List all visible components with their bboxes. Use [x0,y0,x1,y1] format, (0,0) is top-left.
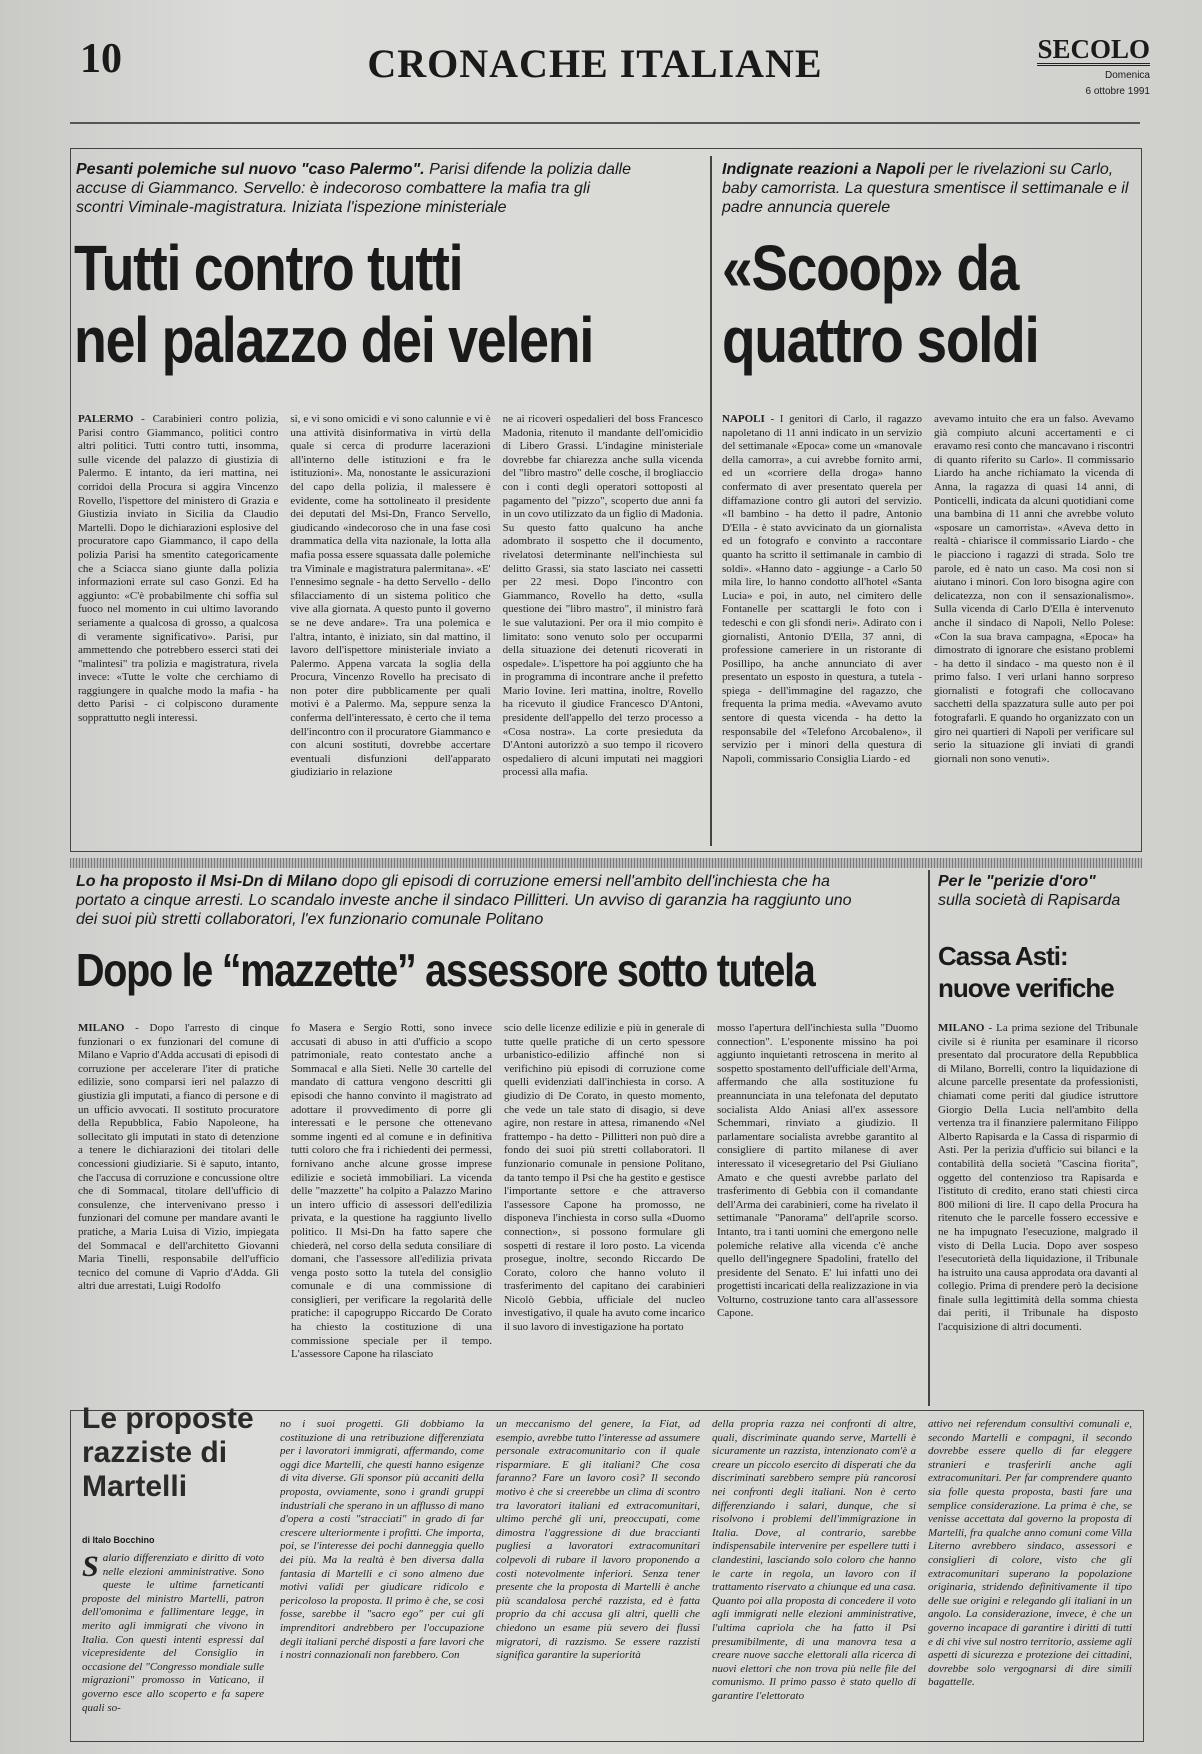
masthead-date: 6 ottobre 1991 [1085,86,1150,97]
story1-kicker-text: Parisi difende la polizia dalle accuse di Giammanco. Servello: è indecoroso combattere la mafia tra gli scontri Viminale-magistratura. Iniziata l'ispezione ministeriale [76,161,631,216]
story1-kicker [76,160,636,217]
story4-headline-line1: Cassa Asti: [938,941,1068,971]
masthead-logo: SECOLO [1037,34,1150,64]
story1-dateline: PALERMO [78,413,134,425]
story5-headline: Le proposte razziste di Martelli [82,1402,254,1503]
story2-kicker-text: per le rivelazioni su Carlo, baby camorrista. La questura smentisce il settimanale e il padre annuncia querele [722,161,1129,216]
story5-column-4: della propria razza nei confronti di altre, quali, discriminate quando serve, Martelli è sicuramente un razzista, intenzionato com'è a creare un piccolo esercito di disperati che da discriminati sarebbero sempre più rancorosi nei confronti degli italiani. Non è certo differenziando i salari, dunque, che si risolvono i problemi dell'immigrazione in Italia. Dove, al contrario, sarebbe indispensabile intervenire per espellere tutti i clandestini, lasciando solo coloro che hanno le carte in regola, un lavoro con il trattamento riservato a chiunque ed una casa. Quanto poi alla proposta di concedere il voto agli immigrati nelle elezioni amministrative, l'ultima capriola che ha fatto il Psi presumibilmente, di una manovra tesa a creare nuove sacche elettorali alla ricerca di nuovi elettori che non trova più nelle file del comunismo. Il primo passo è stato quello di garantire l'elettorato [712,1418,916,1702]
story2-kicker-bold: Indignate reazioni a Napoli [722,161,925,178]
story2-headline-line1: «Scoop» da [722,232,1019,304]
story4-kicker-text: sulla società di Rapisarda [938,892,1121,909]
story3-kicker-bold: Lo ha proposto il Msi-Dn di Milano [76,873,338,890]
story1-kicker-bold: Pesanti polemiche sul nuovo "caso Palermo". [76,161,425,178]
story4-dateline: MILANO [938,1022,985,1034]
story4-column-1 [938,1022,1138,1402]
story5-column-5: attivo nei referendum consultivi comunali e, secondo Martelli e compagni, il secondo dovrebbe essere quello di far eleggere stranieri e trasferirli anche agli extracomunitari. Per far comprendere quanto sia folle questa proposta, basti fare una semplice considerazione. La prima è che, se venisse accettata dal governo la proposta di Martelli, fra qualche anno comuni come Villa Literno avrebbero sindaco, assessori e consiglieri di colore, visto che gli extracomunitari superano la popolazione originaria, stridendo definitivamente il tipo delle sue origini e relegando gli italiani in un angolo. La considerazione, invece, è che un governo incapace di garantire i diritti di tutti e di chi vive sul nostro territorio, assieme agli aspetti di sicurezza e protezione dei cittadini, dovrebbe solo vergognarsi di dire simili bagattelle. [928,1418,1132,1689]
story4-kicker [938,872,1138,910]
story2-kicker [722,160,1132,217]
story2-column-1 [722,413,922,843]
story2-headline [722,232,1039,376]
story5-column-1 [82,1552,264,1734]
story3-kicker-text: dopo gli episodi di corruzione emersi nell'ambito dell'inchiesta che ha portato a cinque arresti. Lo scandalo investe anche il sindaco Pillitteri. Un avviso di garanzia ha raggiunto uno dei suoi più stretti collaboratori, l'ex funzionario comunale Politano [76,873,852,928]
story2-column-2: avevamo intuito che era un falso. Avevamo già compiuto alcuni accertamenti e ci eravamo resi conto che mancavano i riscontri di quanto riferito su Carlo». Il commissario Liardo ha anche richiamato la vicenda di Anna, la ragazza di quasi 14 anni, di Ponticelli, indicata da alcuni quotidiani come una bambina di 11 anni che avrebbe voluto «sposare un camorrista». «Aveva detto in realtà - chiarisce il commissario Liardo - che le piacciono i ragazzi di strada. Solo tre parole, ed è nato un caso. Ma così non si aiutano i minori. Con loro bisogna agire con delicatezza, non con il sensazionalismo». Sulla vicenda di Carlo D'Ella è intervenuto anche il sindaco di Napoli, Nello Polese: «Con la sua brava campagna, «Epoca» ha dimostrato di ignorare che esistano problemi - ha detto il sindaco - ma questo non è il primo falso. I veri urlani hanno sorpreso giornalisti e fotografi che collocavano sacchetti della spazzatura sulle auto per poi fotografarli. E quando ho organizzato con un giro nei quartieri di Napoli per verificare sul serio la situazione gli inviati di grandi giornali non sono venuti». [934,413,1134,765]
story4-column-1-text: - La prima sezione del Tribunale civile si è riunita per esaminare il ricorso presentato dal procuratore della Repubblica di Milano, Borrelli, contro la liquidazione di alcune parcelle presentate da professionisti, chiamati come periti dal giudice istruttore Giorgio Della Lucia nell'ambito della vertenza tra il finanziere palermitano Filippo Alberto Rapisarda e la Cassa di risparmio di Asti. Per la perizia d'ufficio sui bilanci e la contabilità della società "Cascina fiorita", oggetto del contenzioso tra Rapisarda e l'istituto di credito, erano stati chiesti circa 800 milioni di lire. Il capo della Procura ha ritenuto che le parcelle fossero eccessive e ne ha impugnato l'esecuzione, malgrado il visto di Della Lucia. Dopo aver sospeso l'esecutorietà della liquidazione, il Tribunale ha istruito una causa approdata ora davanti al collegio. Prima di prendere però la decisione finale sulla legittimità della somma chiesta dai periti, il Tribunale ha disposto l'acquisizione di altri documenti. [938,1022,1138,1334]
story1-column-1-text: - Carabinieri contro polizia, Parisi contro Giammanco, politici contro altri politici. Tutti contro tutti, insomma, sulle vicende del palazzo di giustizia di Palermo. E intanto, da ieri mattina, nei corridoi della Procura si aggira Vincenzo Rovello, l'ispettore del ministero di Grazia e Giustizia inviato in Sicilia da Claudio Martelli. Dopo le dichiarazioni esplosive del procuratore capo Giammanco, il capo della polizia Parisi ha smentito categoricamente che a Sciacca siano giunte dalla polizia informazioni errate sul caso Gonzi. Ed ha aggiunto: «C'è probabilmente chi soffia sul fuoco nel momento in cui ultimo lavorando seriamente a qualcosa di grosso, a qualcosa di veramente significativo». Parisi, pur ammettendo che potrebbero esserci stati dei "malintesi" tra polizia e magistratura, rivela invece: «Tutte le volte che cerchiamo di raggiungere in qualche modo la mafia - ha detto Parisi - ci colpiscono duramente sopprattutto negli interessi. [78,413,279,725]
story5-byline: di Italo Bocchino [82,1535,155,1545]
story3-column-3: scio delle licenze edilizie e più in generale di tutte quelle pratiche di un certo spessore urbanistico-edilizio affinché non si verifichino più episodi di corruzione come quelli evidenziati dall'inchiesta in corso. A giudizio di De Corato, in questo momento, che vede un tale stato di disagio, si deve agire, non restare in attesa, rimanendo «Nel frattempo - ha detto - Pillitteri non può dire a fondo dei suoi più stretti collaboratori. Il funzionario comunale in pensione Politano, da tanto tempo il Psi che ha gestito e gestisce l'importante settore e che attraverso l'assessore Capone ha promosso, ne disponeva l'inchiesta in corso sulla «Duomo connection», si possono formulare gli sospetti di restare il loro posto. La vicenda prosegue, inoltre, secondo Riccardo De Corato, coloro che hanno voluto il trasferimento del capitano dei carabinieri Nicolò Gebbia, ufficiale del nucleo investigativo, il quale ha avuto come incarico il suo lavoro di investigazione ha portato [504,1022,705,1334]
story3-kicker [76,872,876,929]
masthead [1030,36,1150,98]
story3-body [78,1022,918,1402]
story3-column-2: fo Masera e Sergio Rotti, sono invece accusati di abuso in atti d'ufficio a scopo patrimoniale, reato contestato anche a Sommacal e alla Sieti. Nelle 30 cartelle del mandato di cattura vengono descritti gli episodi che hanno convinto il magistrato ad adottare il provvedimento di porre gli interessati e le persone che ottenevano somme ingenti ed al comune e in definitiva tutti coloro che fra i richiedenti dei permessi, fornivano anche alcune grosse imprese edilizie e società immobiliari. La vicenda delle "mazzette" ha colpito a Palazzo Marino un intero ufficio di assessori dell'edilizia privata, e la questione ha raggiunto livello politico. Il Msi-Dn ha fatto sapere che chiederà, nel corso della seduta consiliare di domani, che l'assessore all'edilizia privata venga posto sotto la tutela del consiglio comunale e di una commissione di consiglieri, per verificare la regolarità delle pratiche: il capogruppo Riccardo De Corato ha chiesto la costituzione di una commissione speciale per il tempo. L'assessore Capone ha rilasciato [291,1022,492,1361]
story2-body [722,413,1134,843]
story3-column-1 [78,1022,279,1402]
section-separator-band [70,858,1142,868]
story2-dateline: NAPOLI [722,413,765,425]
story3-dateline: MILANO [78,1022,125,1034]
story2-column-1-text: - I genitori di Carlo, il ragazzo napoletano di 11 anni indicato in un servizio del settimanale «Epoca» come un «manovale della camorra», a cui avrebbe fornito armi, ed un «corriere della droga» hanno confermato di aver presentato querela per diffamazione contro gli autori del servizio. «Il bambino - ha detto il padre, Antonio D'Ella - è stato avvicinato da un giornalista ed un fotografo e convinto a raccontare quanto ha scritto il settimanale in cambio di soldi». «Hanno dato - aggiunge - a Carlo 50 mila lire, lo hanno condotto all'hotel «Santa Lucia» e poi, in auto, nel cimitero delle Fontanelle per scattargli le foto con i tedeschi e con gli sfondi neri». Adirato con i giornalisti, Antonio D'Ella, 37 anni, di professione cameriere in un ristorante di Posillipo, ha anche annunciato di aver presentato un esposto in questura, a tutela - spiega - dell'immagine del ragazzo, che frequenta la prima media. «Avevamo avuto sentore di questa vicenda - ha detto la responsabile del «Telefono Arcobaleno», il servizio per i minori della questura di Napoli, commissario Consiglia Liardo - ed [722,413,922,765]
top-stories-divider [710,156,712,846]
story3-headline: Dopo le “mazzette” assessore sotto tutela [76,944,815,996]
section-title: CRONACHE ITALIANE [367,41,823,86]
story4-body [938,1022,1138,1402]
story2-headline-line2: quattro soldi [722,304,1039,376]
story1-column-2: si, e vi sono omicidi e vi sono calunnie e vi è una attività disinformativa in virtù della quale si cerca di produrre lacerazioni all'interno delle istituzioni e fra le istituzioni». Ma, nonostante le assicurazioni del capo della polizia, il malessere è evidente, come ha sottolineato il presidente dei deputati del Msi-Dn, Franco Servello, giudicando «indecoroso che in una fase così drammatica della vita nazionale, la lotta alla mafia possa essere squassata dalle polemiche tra Viminale e magistratura palermitana». «E' l'ennesimo segnale - ha detto Servello - dello sfilacciamento di un sistema politico che vive alla giornata. A questo punto il governo se ne deve andare». Tra una polemica e l'altra, intanto, è iniziato, sin dal mattino, il lavoro dell'ispettore ministeriale inviato a Palermo. Appena varcata la soglia della Procura, Vincenzo Rovello ha precisato di non poter dire pubblicamente per quali motivi è a Palermo. Ma, seppure senza la conferma dell'interessato, è certo che il tema dell'incontro con il procuratore Giammanco e con alcuni sostituti, dovrebbe accertare eventuali disfunzioni dell'apparato giudiziario in relazione [290,413,491,779]
story5-column-1-wrap [82,1552,264,1734]
story4-headline [938,940,1138,1004]
page-number: 10 [80,36,122,82]
story5-column-1-text: alario differenziato e diritto di voto nelle elezioni amministrative. Sono queste le ultime farneticanti proposte del ministro Martelli, patron dell'omonima e fallimentare legge, in merito agli immigrati che vivono in Italia. Con questi intenti espressi dal vicepresidente del Consiglio in occasione del "Congresso mondiale sulle migrazioni" promosso in Vaticano, il governo esce allo scoperto e fa sapere quali so- [82,1552,264,1714]
story1-column-3: ne ai ricoveri ospedalieri del boss Francesco Madonia, ritenuto il mandante dell'omicidio di Libero Grassi. L'indagine ministeriale dovrebbe far chiarezza anche sulla vicenda del "libro mastro" delle cosche, il brogliaccio con i conti degli operatori sottoposti al pagamento del "pizzo", scoperto due anni fa in un covo utilizzato da un figlio di Madonia. Su questo fatto qualcuno ha anche adombrato il sospetto che il documento, rivelatosi determinante nell'inchiesta sul delitto Grassi, sia stato lasciato nei cassetti per 22 mesi. Dopo l'incontro con Giammanco, Rovello ha detto, «sulla questione dei "libro mastro", il ministro farà le sue valutazioni. Per ora il mio compito è limitato: sono venuto solo per occuparmi della situazione dei detenuti ricoverati in ospedale». L'ispettore ha poi aggiunto che ha in programma di incontrare anche il prefetto Mario Iovine. Ieri mattina, inoltre, Rovello ha ricevuto il giudice Francesco D'Antoni, presidente dell'appello del terzo processo a «Cosa nostra». La corte presieduta da D'Antoni autorizzò a suo tempo il ricovero ospedaliero di alcuni imputati nei maggiori processi alla mafia. [502,413,703,779]
masthead-day: Domenica [1104,70,1150,81]
story1-column-1 [78,413,278,843]
story1-body [78,413,703,843]
story1-headline-line1: Tutti contro tutti [74,232,463,304]
story1-headline [74,232,593,376]
header-rule [70,122,1140,124]
story1-headline-line2: nel palazzo dei veleni [74,304,594,376]
story4-divider [928,870,930,1406]
story4-headline-line2: nuove verifiche [938,973,1114,1003]
story5-column-3: un meccanismo del genere, la Fiat, ad esempio, avrebbe tutto l'interesse ad assumere personale extracomunitario con il quale risparmiare. E gli italiani? Che cosa faranno? Fare un lavoro così? Il secondo motivo è che si creerebbe un clima di scontro tra lavoratori italiani ed extracomunitari, ultimo perché gli uni, preoccupati, come dimostra l'aggressione di due braccianti pugliesi a lavoratori extracomunitari colpevoli di rubare il lavoro proponendo a costi notevolmente inferiori. Senza tener presente che la proposta di Martelli è anche più scandalosa perché razzista, ed è fatta proprio da chi accusa gli altri, quelli che chiedono un esame più severo dei flussi migratori, di razzismo. Se essere razzisti significa garantire la superiorità [496,1418,700,1662]
story3-column-4: mosso l'apertura dell'inchiesta sulla "Duomo connection". L'esponente missino ha poi aggiunto inquietanti retroscena in merito al sospetto spostamento dell'ufficiale dell'Arma, affermando che alla sostituzione fu preannunciata in una telefonata del deputato socialista Aldo Aniasi all'ex assessore Schemmari, rinviato a giudizio. Il parlamentare socialista avrebbe garantito al consigliere di partito milanese di aver interessato il vicesegretario del Psi Giuliano Amato e che questi avrebbe parlato del trasferimento di Gebbia con il comandante dell'Arma dei carabinieri, come ha rivelato il settimanale "Panorama" dell'aprile scorso. Intanto, tra i tanti uomini che emergono nelle polemiche relative alla vicenda c'è anche quello dell'ingegnere Spadolini, fratello del presidente del Senato. E' lui infatti uno dei progettisti incaricati della realizzazione in via Volturno, costruzione tanto cara all'assessore Capone. [717,1022,918,1320]
story4-kicker-bold: Per le "perizie d'oro" [938,873,1096,890]
story5-body [280,1418,1132,1734]
story3-column-1-text: - Dopo l'arresto di cinque funzionari o ex funzionari del comune di Milano e Vaprio d'Adda accusati di episodi di corruzione per accelerare l'iter di pratiche edilizie, sono comparsi ieri nel palazzo di giustizia gli imputati, a fianco di persone e di un ufficio avvocati. Il sostituto procuratore della Repubblica, Fabio Napoleone, ha sollecitato gli imputati in stato di detenzione a tenere le dichiarazioni dei titolari delle concessioni giudiziarie. Si è saputo, intanto, che l'accusa di corruzione e concussione oltre che di Sommacal, titolare dell'ufficio di consulenze, che intervenivano presso i funzionari del comune per mandare avanti le pratiche, a Maria Luisa di Vizio, impiegata del Sommacal e dell'architetto Giovanni Maria Tinelli, responsabile dell'ufficio tecnico del comune di Vaprio d'Adda. Gli altri due arrestati, Luigi Rodolfo [78,1022,279,1293]
page-header [70,30,1150,130]
story5-dropcap: S [82,1552,99,1583]
story5-column-2: no i suoi progetti. Gli dobbiamo la costituzione di una retribuzione differenziata per i lavoratori immigrati, affermando, come oggi dice Martelli, che questi hanno esigenze di vita diverse. Gli sponsor più accaniti della proposta, ovviamente, sono i grandi gruppi industriali che sperano in un afflusso di mano d'opera a costi "stracciati" in grado di far crescere ulteriormente i profitti. Che importa, poi, se l'interesse dei pochi danneggia quello dei più. Ma la realtà è ben diversa dalla fantasia di Martelli e ci sono almeno due motivi validi per giudicare ridicolo e pericoloso la proposta. Il primo è che, se così fosse, sarebbe il "sacro ego" per cui gli imprenditori andrebbero per l'occupazione degli italiani perché disposti a fare lavori che i nostri connazionali non farebbero. Con [280,1418,484,1662]
